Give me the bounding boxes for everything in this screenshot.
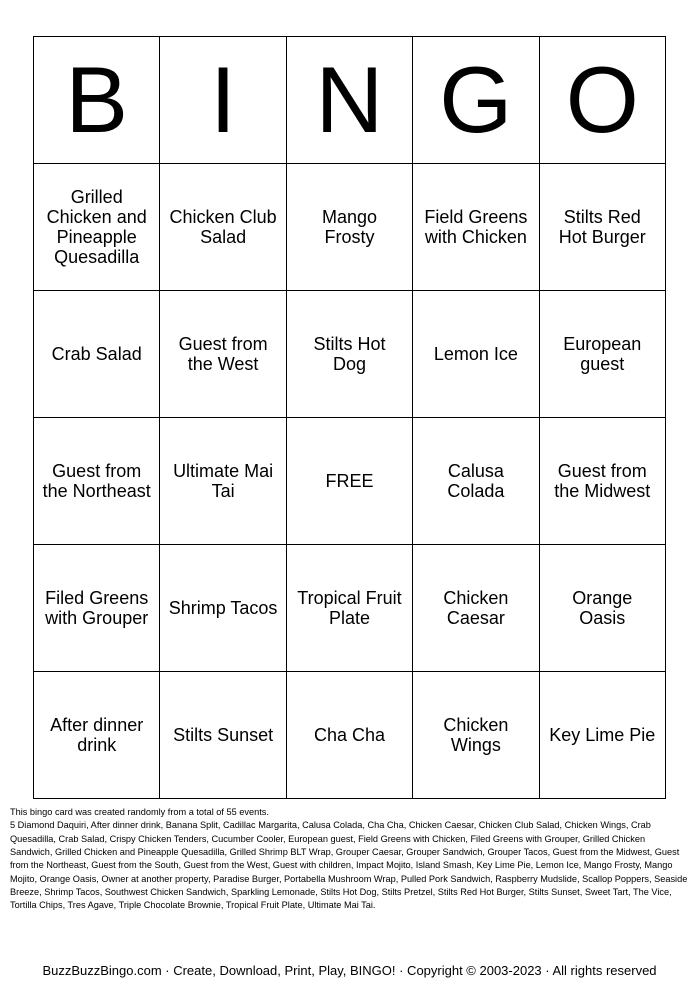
bingo-cell: Grilled Chicken and Pineapple Quesadilla	[34, 164, 160, 291]
bingo-cell: Tropical Fruit Plate	[286, 545, 412, 672]
bingo-cell: Ultimate Mai Tai	[160, 418, 286, 545]
bingo-cell: Calusa Colada	[413, 418, 539, 545]
card-info-intro: This bingo card was created randomly from a total of 55 events.	[10, 807, 269, 817]
header-letter-o: O	[539, 37, 665, 164]
bingo-cell: Lemon Ice	[413, 291, 539, 418]
bingo-cell: Key Lime Pie	[539, 672, 665, 799]
bingo-cell: Chicken Caesar	[413, 545, 539, 672]
bingo-cell: Chicken Club Salad	[160, 164, 286, 291]
bingo-card	[33, 36, 666, 799]
bingo-cell: Guest from the Northeast	[34, 418, 160, 545]
bingo-cell: Mango Frosty	[286, 164, 412, 291]
bingo-cell: Guest from the West	[160, 291, 286, 418]
bingo-header-row	[34, 37, 666, 164]
bingo-cell: After dinner drink	[34, 672, 160, 799]
bingo-cell: Stilts Sunset	[160, 672, 286, 799]
bingo-cell: Guest from the Midwest	[539, 418, 665, 545]
bingo-cell: Orange Oasis	[539, 545, 665, 672]
header-letter-n: N	[286, 37, 412, 164]
header-letter-g: G	[413, 37, 539, 164]
event-list: 5 Diamond Daquiri, After dinner drink, Banana Split, Cadillac Margarita, Calusa Colada, Cha Cha, Chicken Caesar, Chicken Club Salad, Chicken Wings, Crab Quesadilla, Crab Salad, Crispy Chicken Tenders, Cucumber Cooler, European guest, Field Greens with Chicken, Filed Greens with Grouper, Grilled Chicken Sandwich, Grilled Chicken and Pineapple Quesadilla, Grilled Shrimp BLT Wrap, Grouper Caesar, Grouper Sandwich, Grouper Tacos, Guest from the Midwest, Guest from the Northeast, Guest from the South, Guest from the West, Guest with children, Impact Mojito, Island Smash, Key Lime Pie, Lemon Ice, Mango Frosty, Mango Mojito, Orange Oasis, Owner at another property, Paradise Burger, Portabella Mushroom Wrap, Pulled Pork Sandwich, Raspberry Mudslide, Scallop Poppers, Seaside Breeze, Shrimp Tacos, Southwest Chicken Sandwich, Sparkling Lemonade, Stilts Hot Dog, Stilts Pretzel, Stilts Red Hot Burger, Stilts Sunset, Sweet Tart, The Vice, Tortilla Chips, Tres Agave, Triple Chocolate Brownie, Tropical Fruit Plate, Ultimate Mai Tai.	[10, 820, 688, 911]
bingo-cell: Chicken Wings	[413, 672, 539, 799]
free-space: FREE	[286, 418, 412, 545]
bingo-cell: Shrimp Tacos	[160, 545, 286, 672]
bingo-cell: Cha Cha	[286, 672, 412, 799]
bingo-cell: Filed Greens with Grouper	[34, 545, 160, 672]
page-footer: BuzzBuzzBingo.com · Create, Download, Print, Play, BINGO! · Copyright © 2003-2023 · All rights reserved	[42, 963, 657, 978]
header-letter-i: I	[160, 37, 286, 164]
card-info	[10, 806, 688, 913]
bingo-row-1	[34, 164, 666, 291]
bingo-cell: Stilts Hot Dog	[286, 291, 412, 418]
bingo-row-2	[34, 291, 666, 418]
bingo-cell: European guest	[539, 291, 665, 418]
bingo-cell: Field Greens with Chicken	[413, 164, 539, 291]
bingo-row-4	[34, 545, 666, 672]
bingo-cell: Crab Salad	[34, 291, 160, 418]
header-letter-b: B	[34, 37, 160, 164]
bingo-row-3	[34, 418, 666, 545]
bingo-cell: Stilts Red Hot Burger	[539, 164, 665, 291]
bingo-row-5	[34, 672, 666, 799]
